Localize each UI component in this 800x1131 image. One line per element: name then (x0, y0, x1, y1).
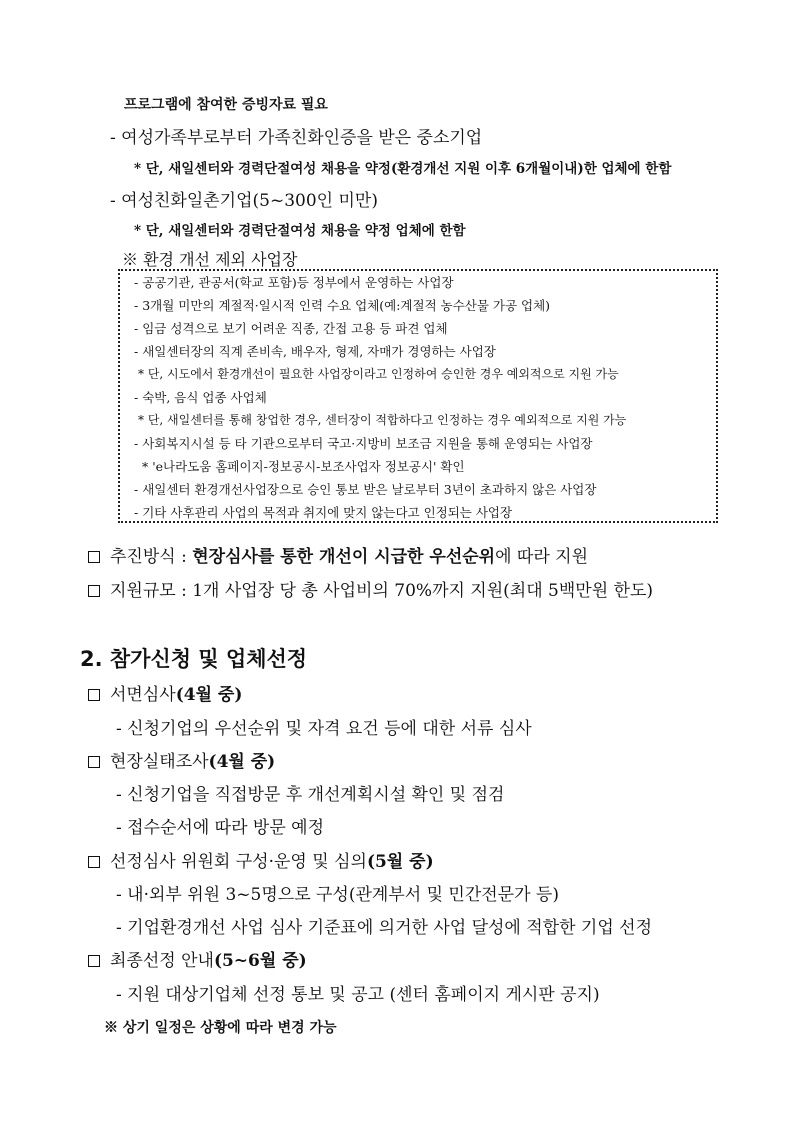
exclusion-note: * 단, 시도에서 환경개선이 필요한 사업장이라고 인정하여 승인한 경우 예외적으로 지원 가능 (138, 367, 619, 381)
exclusion-item: - 숙박, 음식 업종 사업체 (134, 390, 267, 405)
step-3 (88, 847, 434, 872)
step-4-sub: - 지원 대상기업체 선정 통보 및 공고 (센터 홈페이지 게시판 공지) (116, 985, 600, 1005)
checkbox-square-icon (88, 856, 100, 868)
exclusion-item: - 새일센터장의 직계 존비속, 배우자, 형제, 자매가 경영하는 사업장 (134, 344, 496, 359)
step-label: 서면심사 (110, 685, 176, 705)
exclusion-item: - 3개월 미만의 계절적·일시적 인력 수요 업체(예:계절적 농수산물 가공 업체) (134, 298, 551, 313)
method-line (88, 542, 588, 567)
top-line-5: * 단, 새일센터와 경력단절여성 채용을 약정 업체에 한함 (134, 223, 466, 239)
step-3-sub: - 기업환경개선 사업 심사 기준표에 의거한 사업 달성에 적합한 기업 선정 (116, 918, 653, 938)
step-2-sub: - 접수순서에 따라 방문 예정 (116, 818, 325, 838)
exclusion-note: * 'e나라도움 홈페이지-정보공시-보조사업자 정보공시' 확인 (142, 459, 465, 474)
scale-line (88, 576, 653, 601)
step-period: (4월 중) (175, 685, 243, 705)
section-2-title: 2. 참가신청 및 업체선정 (80, 647, 308, 671)
step-2 (88, 747, 275, 772)
step-period: (4월 중) (208, 752, 276, 772)
exclusion-item: - 새일센터 환경개선사업장으로 승인 통보 받은 날로부터 3년이 초과하지 않은 사업장 (134, 482, 597, 497)
exclusion-item: - 기타 사후관리 사업의 목적과 취지에 맞지 않는다고 인정되는 사업장 (134, 505, 513, 520)
method-suffix: 에 따라 지원 (495, 547, 589, 567)
exclusion-note: * 단, 새일센터를 통해 창업한 경우, 센터장이 적합하다고 인정하는 경우 예외적으로 지원 가능 (138, 413, 627, 427)
exclusion-item: - 공공기관, 관공서(학교 포함)등 정부에서 운영하는 사업장 (134, 275, 454, 290)
exclusion-item: - 사회복지시설 등 타 기관으로부터 국고·지방비 보조금 지원을 통해 운영되는 사업장 (134, 436, 593, 451)
exclusion-title: ※ 환경 개선 제외 사업장 (122, 250, 298, 269)
top-line-3: * 단, 새일센터와 경력단절여성 채용을 약정(환경개선 지원 이후 6개월이내)한 업체에 한함 (134, 161, 672, 177)
step-label: 최종선정 안내 (110, 951, 214, 971)
method-bold: 현장심사를 통한 개선이 시급한 우선순위 (192, 547, 496, 567)
step-label: 현장실태조사 (110, 752, 209, 772)
top-line-4: - 여성친화일촌기업(5~300인 미만) (110, 191, 378, 211)
step-3-sub: - 내·외부 위원 3~5명으로 구성(관계부서 및 민간전문가 등) (116, 885, 559, 905)
schedule-note: ※ 상기 일정은 상황에 따라 변경 가능 (104, 1020, 337, 1036)
step-4 (88, 946, 307, 971)
checkbox-square-icon (88, 689, 100, 701)
checkbox-square-icon (88, 551, 100, 563)
checkbox-square-icon (88, 955, 100, 967)
step-1-sub: - 신청기업의 우선순위 및 자격 요건 등에 대한 서류 심사 (116, 719, 532, 739)
method-prefix: 추진방식 : (110, 547, 193, 567)
exclusion-item: - 임금 성격으로 보기 어려운 직종, 간접 고용 등 파견 업체 (134, 321, 448, 336)
step-period: (5~6월 중) (213, 951, 307, 971)
top-line-2: - 여성가족부로부터 가족친화인증을 받은 중소기업 (110, 128, 483, 148)
checkbox-square-icon (88, 756, 100, 768)
top-line-1: 프로그램에 참여한 증빙자료 필요 (124, 97, 328, 113)
step-1 (88, 680, 242, 705)
step-period: (5월 중) (366, 852, 434, 872)
scale-text: 지원규모 : 1개 사업장 당 총 사업비의 70%까지 지원(최대 5백만원 한도) (110, 581, 653, 601)
step-label: 선정심사 위원회 구성·운영 및 심의 (110, 852, 367, 872)
step-2-sub: - 신청기업을 직접방문 후 개선계획시설 확인 및 점검 (116, 785, 505, 805)
exclusion-box (118, 269, 718, 523)
checkbox-square-icon (88, 585, 100, 597)
